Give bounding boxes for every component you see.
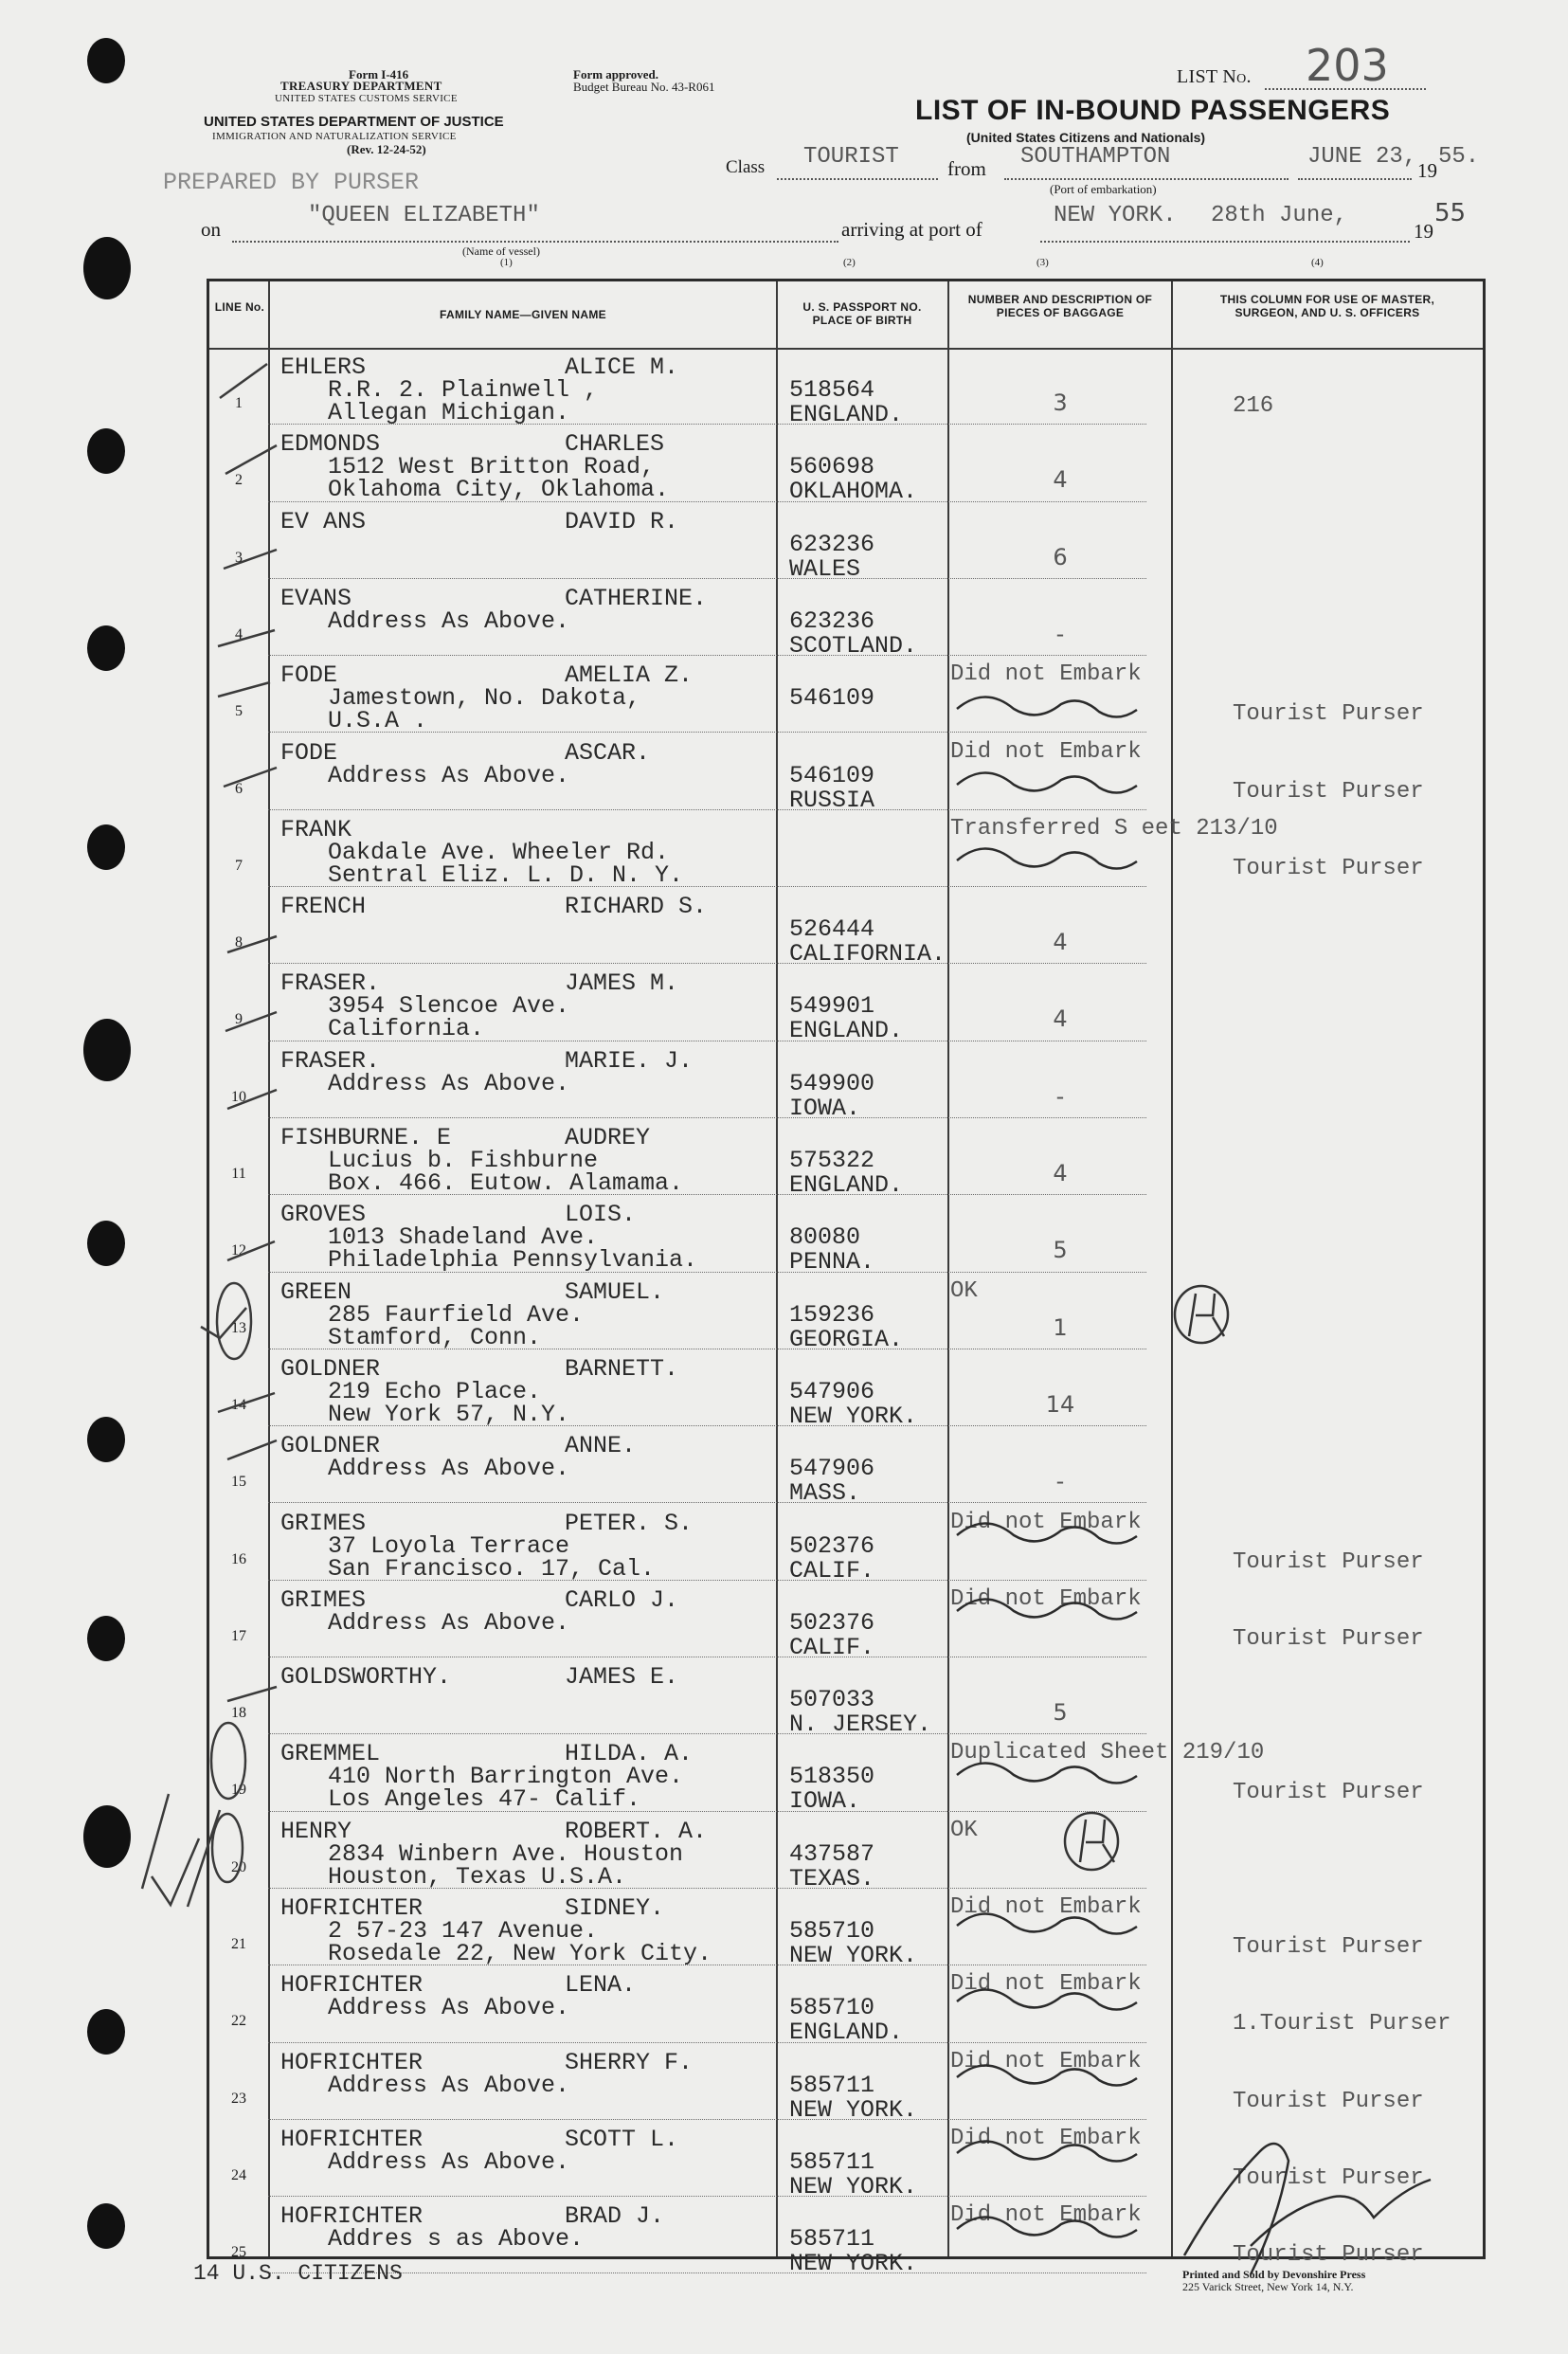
- line-number: 23: [231, 2090, 246, 2107]
- depart-date-line: [1298, 178, 1412, 180]
- family-name: FRASER.: [280, 969, 381, 998]
- col-number-3: (3): [1036, 257, 1049, 268]
- passport-number: 518564: [789, 376, 875, 404]
- printer-line-2: 225 Varick Street, New York 14, N.Y.: [1182, 2280, 1354, 2293]
- passport-number: 437587: [789, 1839, 875, 1868]
- address-line-1: 219 Echo Place.: [328, 1377, 542, 1405]
- table-row: [209, 502, 1483, 583]
- address-line-1: 2 57-23 147 Avenue.: [328, 1917, 599, 1945]
- line-number: 19: [231, 1782, 246, 1799]
- prepared-by: PREPARED BY PURSER: [163, 169, 420, 196]
- table-row: [209, 2120, 1483, 2200]
- family-name: GROVES: [280, 1201, 367, 1229]
- officer-note: 1.Tourist Purser: [1233, 2011, 1451, 2037]
- passport-number: 546109: [789, 761, 875, 789]
- passport-number: 502376: [789, 1531, 875, 1560]
- line-number: 20: [231, 1858, 246, 1875]
- given-name: AUDREY: [565, 1124, 651, 1151]
- baggage-note: Did not Embark: [950, 2048, 1142, 2074]
- given-name: ANNE.: [565, 1432, 637, 1460]
- family-name: GREMMEL: [280, 1740, 381, 1768]
- table-row: [209, 656, 1483, 733]
- family-name: EVANS: [280, 584, 352, 612]
- from-label: from: [947, 157, 986, 180]
- table-row: [209, 1581, 1483, 1661]
- place-of-birth: ENGLAND.: [789, 1017, 904, 1045]
- family-name: GOLDNER: [280, 1354, 381, 1383]
- baggage-note: Duplicated Sheet 219/10: [950, 1740, 1265, 1766]
- col-header-name: FAMILY NAME—GIVEN NAME: [440, 308, 606, 321]
- vessel-caption: (Name of vessel): [462, 244, 540, 258]
- family-name: FRANK: [280, 815, 352, 843]
- port-line: [1004, 178, 1289, 180]
- place-of-birth: CALIF.: [789, 1556, 875, 1584]
- baggage-count: 5: [1053, 1237, 1068, 1264]
- customs-service: UNITED STATES CUSTOMS SERVICE: [275, 93, 458, 104]
- address-line-1: Address As Above.: [328, 1455, 570, 1483]
- port-caption: (Port of embarkation): [1050, 182, 1157, 196]
- table-row: [209, 1965, 1483, 2047]
- passport-number: 549900: [789, 1069, 875, 1097]
- family-name: GOLDSWORTHY.: [280, 1663, 452, 1692]
- line-number: 24: [231, 2166, 246, 2183]
- col-number-1: (1): [500, 257, 513, 268]
- budget-bureau: Budget Bureau No. 43-R061: [573, 80, 715, 94]
- arriving-label: arriving at port of: [841, 218, 982, 241]
- passport-number: 623236: [789, 530, 875, 558]
- line-number: 12: [231, 1242, 246, 1259]
- baggage-note: Did not Embark: [950, 2125, 1142, 2151]
- table-row: [209, 810, 1483, 887]
- officer-note: Tourist Purser: [1233, 2242, 1424, 2269]
- punch-hole: [87, 824, 125, 870]
- baggage-count: 4: [1053, 1160, 1068, 1186]
- passport-number: 159236: [789, 1300, 875, 1329]
- family-name: GOLDNER: [280, 1432, 381, 1460]
- table-row: [209, 1657, 1483, 1739]
- address-line-1: 410 North Barrington Ave.: [328, 1763, 684, 1791]
- table-row: [209, 1349, 1483, 1430]
- address-line-1: Address As Above.: [328, 1608, 570, 1637]
- address-line-2: U.S.A .: [328, 707, 428, 735]
- table-row: [209, 1195, 1483, 1277]
- officer-note: Tourist Purser: [1233, 1934, 1424, 1960]
- vessel-line: [232, 241, 838, 243]
- address-line-1: 1512 West Britton Road,: [328, 453, 656, 481]
- address-line-2: Los Angeles 47- Calif.: [328, 1785, 641, 1814]
- family-name: HOFRICHTER: [280, 2202, 424, 2231]
- passport-number: 585711: [789, 2147, 875, 2176]
- line-number: 6: [235, 780, 243, 797]
- baggage-count: 4: [1053, 466, 1068, 494]
- col-header-line-no: LINE No.: [214, 300, 265, 314]
- line-number: 17: [231, 1627, 246, 1644]
- baggage-count: -: [1055, 1468, 1065, 1495]
- address-line-1: 37 Loyola Terrace: [328, 1531, 570, 1560]
- address-line-2: Houston, Texas U.S.A.: [328, 1862, 627, 1891]
- line-number: 3: [235, 549, 243, 566]
- given-name: BARNETT.: [565, 1354, 679, 1383]
- officer-note: Tourist Purser: [1233, 1780, 1424, 1806]
- table-row: [209, 425, 1483, 506]
- citizen-count: 14 U.S. CITIZENS: [193, 2261, 403, 2286]
- baggage-note: Transferred S eet 213/10: [950, 815, 1278, 842]
- baggage-note: Did not Embark: [950, 1585, 1142, 1612]
- baggage-count: 4: [1053, 1005, 1068, 1033]
- given-name: CATHERINE.: [565, 584, 708, 612]
- family-name: FRENCH: [280, 893, 367, 921]
- table-row: [209, 1889, 1483, 1969]
- address-line-2: Box. 466. Eutow. Alamama.: [328, 1169, 684, 1197]
- address-line-1: 1013 Shadeland Ave.: [328, 1223, 599, 1252]
- given-name: CARLO J.: [565, 1585, 679, 1614]
- line-number: 15: [231, 1474, 246, 1491]
- immigration-service: IMMIGRATION AND NATURALIZATION SERVICE: [212, 131, 457, 142]
- baggage-note: Did not Embark: [950, 1509, 1142, 1535]
- given-name: SCOTT L.: [565, 2125, 679, 2153]
- given-name: MARIE. J.: [565, 1046, 694, 1075]
- family-name: GRIMES: [280, 1585, 367, 1614]
- port-of-embarkation: SOUTHAMPTON: [1020, 144, 1171, 170]
- officer-note: 216: [1233, 393, 1274, 419]
- printer-line-1: Printed and Sold by Devonshire Press: [1182, 2268, 1366, 2281]
- place-of-birth: WALES: [789, 554, 861, 583]
- place-of-birth: NEW YORK.: [789, 2095, 918, 2124]
- arrival-year: 55: [1434, 199, 1467, 227]
- baggage-count: 14: [1045, 1390, 1075, 1418]
- passport-number: 547906: [789, 1377, 875, 1405]
- family-name: EV ANS: [280, 507, 367, 535]
- address-line-1: Address As Above.: [328, 607, 570, 635]
- punch-hole: [87, 625, 125, 671]
- table-row: [209, 964, 1483, 1045]
- baggage-note: OK: [950, 1817, 978, 1843]
- col-header-officers: THIS COLUMN FOR USE OF MASTER, SURGEON, AND U. S. OFFICERS: [1219, 293, 1435, 319]
- arrival-line: [1040, 241, 1410, 243]
- place-of-birth: TEXAS.: [789, 1864, 875, 1892]
- line-number: 11: [231, 1166, 246, 1182]
- address-line-1: Lucius b. Fishburne: [328, 1147, 599, 1174]
- place-of-birth: N. JERSEY.: [789, 1711, 932, 1739]
- given-name: ALICE M.: [565, 353, 679, 381]
- place-of-birth: NEW YORK.: [789, 1942, 918, 1969]
- baggage-note: Did not Embark: [950, 1971, 1142, 1998]
- given-name: BRAD J.: [565, 2202, 665, 2231]
- given-name: DAVID R.: [565, 507, 679, 535]
- officer-note: Tourist Purser: [1233, 701, 1424, 728]
- department-of-justice: UNITED STATES DEPARTMENT OF JUSTICE: [204, 114, 504, 130]
- depart-date: JUNE 23,: [1307, 144, 1417, 170]
- punch-hole: [83, 1805, 131, 1868]
- family-name: HOFRICHTER: [280, 2125, 424, 2153]
- family-name: EHLERS: [280, 353, 367, 381]
- table-row: [209, 1504, 1483, 1584]
- table-row: [209, 2043, 1483, 2124]
- punch-hole: [87, 1616, 125, 1661]
- col-number-2: (2): [843, 257, 856, 268]
- family-name: HOFRICHTER: [280, 1971, 424, 2000]
- officer-note: Tourist Purser: [1233, 2088, 1424, 2114]
- officer-note: Tourist Purser: [1233, 1548, 1424, 1575]
- department: TREASURY DEPARTMENT: [280, 79, 442, 93]
- place-of-birth: PENNA.: [789, 1248, 875, 1277]
- line-number: 2: [235, 472, 243, 489]
- arrival-year-prefix: 19: [1414, 220, 1433, 243]
- address-line-2: Sentral Eliz. L. D. N. Y.: [328, 860, 684, 889]
- passport-number: 575322: [789, 1147, 875, 1174]
- address-line-2: Philadelphia Pennsylvania.: [328, 1246, 698, 1275]
- table-row: [209, 733, 1483, 814]
- class-value: TOURIST: [803, 144, 899, 170]
- passport-number: 547906: [789, 1455, 875, 1483]
- form-number: Form I-416: [349, 67, 409, 81]
- place-of-birth: NEW YORK.: [789, 2172, 918, 2200]
- family-name: FRASER.: [280, 1046, 381, 1075]
- baggage-count: -: [1055, 620, 1065, 647]
- punch-hole: [83, 1019, 131, 1081]
- passport-number: 560698: [789, 453, 875, 481]
- family-name: HOFRICHTER: [280, 2048, 424, 2076]
- line-number: 7: [235, 857, 243, 874]
- baggage-count: 1: [1053, 1313, 1068, 1341]
- given-name: JAMES M.: [565, 969, 679, 998]
- line-number: 22: [231, 2013, 246, 2030]
- address-line-1: Addres s as Above.: [328, 2225, 585, 2254]
- address-line-2: Oklahoma City, Oklahoma.: [328, 476, 670, 504]
- address-line-1: Address As Above.: [328, 2071, 570, 2099]
- officer-note: Tourist Purser: [1233, 778, 1424, 805]
- address-line-1: Jamestown, No. Dakota,: [328, 684, 641, 713]
- address-line-1: Oakdale Ave. Wheeler Rd.: [328, 838, 670, 866]
- place-of-birth: CALIFORNIA.: [789, 940, 946, 969]
- address-line-2: San Francisco. 17, Cal.: [328, 1554, 656, 1583]
- family-name: EDMONDS: [280, 430, 381, 459]
- passport-number: 546109: [789, 684, 875, 713]
- address-line-2: New York 57, N.Y.: [328, 1400, 570, 1428]
- given-name: HILDA. A.: [565, 1740, 694, 1768]
- place-of-birth: OKLAHOMA.: [789, 478, 918, 506]
- place-of-birth: MASS.: [789, 1479, 861, 1508]
- baggage-count: -: [1055, 1082, 1065, 1110]
- table-row: [209, 1812, 1483, 1892]
- punch-hole: [87, 1417, 125, 1462]
- family-name: HENRY: [280, 1817, 352, 1845]
- family-name: FISHBURNE. E: [280, 1124, 452, 1151]
- family-name: GRIMES: [280, 1509, 367, 1537]
- given-name: ASCAR.: [565, 738, 651, 767]
- address-line-1: Address As Above.: [328, 2147, 570, 2176]
- officer-note: Tourist Purser: [1233, 855, 1424, 881]
- table-row: [209, 1273, 1483, 1353]
- baggage-note: Did not Embark: [950, 2202, 1142, 2229]
- address-line-1: Address As Above.: [328, 1069, 570, 1097]
- col-header-baggage: NUMBER AND DESCRIPTION OF PIECES OF BAGGAGE: [967, 293, 1153, 319]
- address-line-1: 3954 Slencoe Ave.: [328, 992, 570, 1021]
- address-line-2: California.: [328, 1015, 485, 1043]
- baggage-count: 5: [1053, 1699, 1068, 1727]
- passport-number: 526444: [789, 915, 875, 944]
- address-line-2: Rosedale 22, New York City.: [328, 1940, 712, 1967]
- place-of-birth: ENGLAND.: [789, 401, 904, 428]
- line-number: 25: [231, 2244, 246, 2261]
- place-of-birth: SCOTLAND.: [789, 631, 918, 660]
- punch-hole: [83, 237, 131, 299]
- passport-number: 518350: [789, 1763, 875, 1791]
- passport-number: 80080: [789, 1223, 861, 1252]
- address-line-1: R.R. 2. Plainwell ,: [328, 376, 599, 404]
- document-subtitle: (United States Citizens and Nationals): [966, 130, 1206, 145]
- vessel-name: "QUEEN ELIZABETH": [308, 203, 540, 228]
- given-name: SIDNEY.: [565, 1894, 665, 1922]
- depart-year-prefix: 19: [1417, 159, 1437, 182]
- form-approved: Form approved.: [573, 67, 659, 81]
- col-header-passport: U. S. PASSPORT NO. PLACE OF BIRTH: [802, 300, 922, 327]
- table-row: [209, 887, 1483, 969]
- col-number-4: (4): [1311, 257, 1324, 268]
- line-number: 8: [235, 934, 243, 951]
- line-number: 14: [231, 1396, 246, 1413]
- baggage-note: OK: [950, 1277, 978, 1304]
- punch-hole: [87, 428, 125, 474]
- place-of-birth: RUSSIA: [789, 786, 875, 814]
- punch-hole: [87, 38, 125, 83]
- given-name: ROBERT. A.: [565, 1817, 708, 1845]
- place-of-birth: NEW YORK.: [789, 1402, 918, 1430]
- document-title: LIST OF IN-BOUND PASSENGERS: [915, 95, 1391, 126]
- table-row: [209, 1426, 1483, 1508]
- place-of-birth: GEORGIA.: [789, 1325, 904, 1353]
- officer-note: Tourist Purser: [1233, 2164, 1424, 2191]
- line-number: 13: [231, 1319, 246, 1336]
- arrival-date: 28th June,: [1211, 203, 1348, 228]
- line-number: 9: [235, 1011, 243, 1028]
- line-number: 5: [235, 703, 243, 720]
- place-of-birth: CALIF.: [789, 1633, 875, 1661]
- baggage-count: 3: [1053, 389, 1068, 416]
- arrival-port: NEW YORK.: [1054, 203, 1177, 228]
- form-revision: (Rev. 12-24-52): [347, 142, 426, 156]
- punch-hole: [87, 1221, 125, 1266]
- given-name: AMELIA Z.: [565, 661, 694, 690]
- address-line-1: 2834 Winbern Ave. Houston: [328, 1839, 684, 1868]
- place-of-birth: ENGLAND.: [789, 1171, 904, 1199]
- baggage-count: 6: [1053, 543, 1068, 570]
- given-name: JAMES E.: [565, 1663, 679, 1692]
- line-number: 10: [231, 1088, 246, 1105]
- officer-note: Tourist Purser: [1233, 1625, 1424, 1652]
- baggage-note: Did not Embark: [950, 661, 1142, 688]
- passport-number: 507033: [789, 1686, 875, 1714]
- table-row: [209, 1118, 1483, 1199]
- family-name: HOFRICHTER: [280, 1894, 424, 1922]
- passport-number: 623236: [789, 607, 875, 635]
- line-number: 18: [231, 1705, 246, 1722]
- table-row: [209, 1734, 1483, 1816]
- class-line: [777, 178, 938, 180]
- place-of-birth: IOWA.: [789, 1094, 861, 1122]
- passport-number: 502376: [789, 1608, 875, 1637]
- passport-number: 585710: [789, 1994, 875, 2022]
- on-label: on: [201, 218, 221, 241]
- line-number: 4: [235, 625, 243, 643]
- given-name: CHARLES: [565, 430, 665, 459]
- baggage-count: 4: [1053, 929, 1068, 956]
- address-line-2: Stamford, Conn.: [328, 1323, 542, 1351]
- place-of-birth: NEW YORK.: [789, 2250, 918, 2278]
- given-name: LOIS.: [565, 1201, 637, 1229]
- table-row: [209, 348, 1483, 428]
- punch-hole: [87, 2203, 125, 2249]
- baggage-note: Did not Embark: [950, 738, 1142, 765]
- baggage-note: Did not Embark: [950, 1894, 1142, 1920]
- line-number: 21: [231, 1936, 246, 1952]
- passport-number: 585711: [789, 2071, 875, 2099]
- family-name: GREEN: [280, 1277, 352, 1306]
- given-name: LENA.: [565, 1971, 637, 2000]
- given-name: RICHARD S.: [565, 893, 708, 921]
- table-row: [209, 1041, 1483, 1122]
- place-of-birth: IOWA.: [789, 1787, 861, 1816]
- given-name: SAMUEL.: [565, 1277, 665, 1306]
- depart-year: 55.: [1438, 144, 1480, 170]
- family-name: FODE: [280, 661, 338, 690]
- list-number: 203: [1306, 40, 1389, 91]
- passport-number: 549901: [789, 992, 875, 1021]
- given-name: SHERRY F.: [565, 2048, 694, 2076]
- address-line-1: Address As Above.: [328, 761, 570, 789]
- address-line-2: Allegan Michigan.: [328, 399, 570, 426]
- address-line-1: Address As Above.: [328, 1994, 570, 2022]
- line-number: 1: [235, 395, 243, 411]
- class-label: Class: [726, 157, 766, 177]
- address-line-1: 285 Faurfield Ave.: [328, 1300, 585, 1329]
- punch-hole: [87, 2009, 125, 2055]
- family-name: FODE: [280, 738, 338, 767]
- list-no-label: LIST No.: [1177, 66, 1252, 87]
- line-number: 16: [231, 1550, 246, 1567]
- place-of-birth: ENGLAND.: [789, 2019, 904, 2047]
- given-name: PETER. S.: [565, 1509, 694, 1537]
- table-row: [209, 579, 1483, 660]
- passport-number: 585710: [789, 1917, 875, 1945]
- passport-number: 585711: [789, 2225, 875, 2254]
